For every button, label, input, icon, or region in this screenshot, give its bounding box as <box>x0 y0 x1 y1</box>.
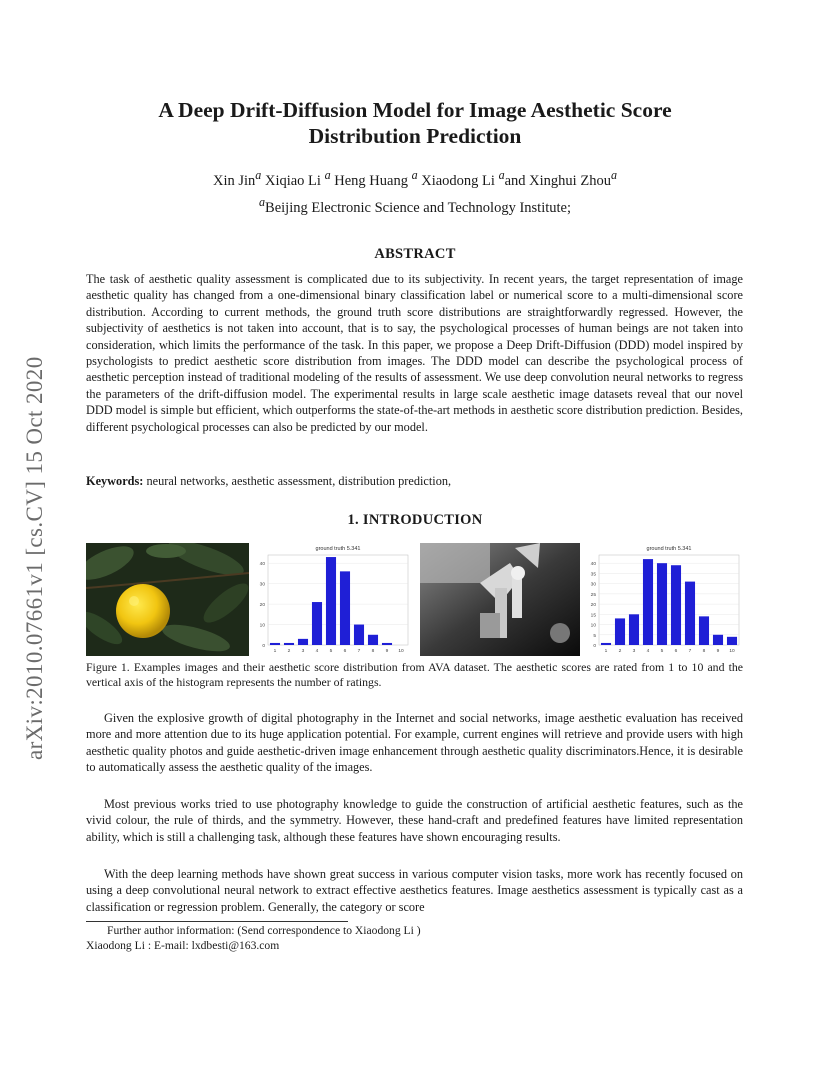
x-tick-label: 10 <box>398 649 404 654</box>
chart-title: ground truth 5.341 <box>315 546 361 552</box>
y-tick-label: 10 <box>259 623 265 629</box>
footnote-line-2: Xiaodong Li : E-mail: lxdbesti@163.com <box>86 939 280 952</box>
bar-6 <box>671 565 681 645</box>
y-tick-label: 30 <box>259 582 265 588</box>
y-tick-label: 40 <box>590 562 596 568</box>
x-tick-label: 7 <box>688 649 692 654</box>
y-tick-label: 30 <box>590 582 596 588</box>
author-4: Xiaodong Li $^a$ <box>421 168 505 189</box>
y-tick-label: 0 <box>593 644 596 649</box>
y-tick-label: 35 <box>590 572 596 578</box>
y-tick-label: 0 <box>262 644 265 649</box>
x-tick-label: 8 <box>702 649 706 654</box>
author-2: Xiqiao Li $^a$ <box>264 168 331 189</box>
bar-3 <box>298 639 308 645</box>
intro-heading: 1. INTRODUCTION <box>347 512 483 528</box>
author-1: Xin Jin$^a$ <box>213 168 262 189</box>
intro-paragraph-2: Most previous works tried to use photography knowledge to guide the construction of artificial aesthetic features, such as the vivid colour, the rule of thirds, and the symmetry. However, these hand-craft and predefined features have limited representation ability, which is still a challenging task, although these features have shown encouraging results. <box>86 797 743 844</box>
y-tick-label: 10 <box>590 623 596 629</box>
histogram-2-svg <box>583 543 743 656</box>
title-line-2: Distribution Prediction <box>308 124 522 148</box>
x-tick-label: 2 <box>618 649 622 654</box>
x-tick-label: 10 <box>729 649 735 654</box>
bar-5 <box>326 557 336 645</box>
x-tick-label: 8 <box>371 649 375 654</box>
bar-7 <box>354 625 364 645</box>
x-tick-label: 2 <box>287 649 291 654</box>
author-5: and Xinghui Zhou$^a$ <box>504 168 617 189</box>
x-tick-label: 9 <box>385 649 389 654</box>
bar-4 <box>312 602 322 645</box>
keywords: Keywords: neural networks, aesthetic assessment, distribution prediction, <box>86 474 452 488</box>
paper-title <box>60 97 770 149</box>
bar-4 <box>643 559 653 645</box>
bar-2 <box>284 643 294 645</box>
figure-photo-robot <box>420 543 580 656</box>
bar-5 <box>657 563 667 645</box>
bar-9 <box>713 635 723 645</box>
y-tick-label: 20 <box>590 603 596 609</box>
histogram-2 <box>583 543 743 656</box>
x-tick-label: 6 <box>343 649 347 654</box>
figure-photo-lemon <box>86 543 249 656</box>
footnote-line-1: Further author information: (Send correspondence to Xiaodong Li ) <box>107 924 421 937</box>
y-tick-label: 15 <box>590 613 596 619</box>
x-tick-label: 1 <box>604 649 608 654</box>
affiliation: $^a$Beijing Electronic Science and Technology Institute; <box>259 195 571 216</box>
author-list <box>60 168 770 190</box>
y-tick-label: 5 <box>593 633 596 639</box>
footnote-rule <box>86 921 348 922</box>
x-tick-label: 9 <box>716 649 720 654</box>
author-3: Heng Huang $^a$ <box>334 168 418 189</box>
x-tick-label: 4 <box>646 649 650 654</box>
x-tick-label: 7 <box>357 649 361 654</box>
intro-paragraph-1: Given the explosive growth of digital photography in the Internet and social networks, image aesthetic evaluation has received more and more attention due to its huge application potential. For example, current engines will retrieve and provide users with high aesthetic quality photos and guide aesthetic-driven image enhancement through aesthetic quality discriminators.Hence, it is desirable to automatically assess the aesthetic quality of the images. <box>86 711 743 775</box>
abstract-heading: ABSTRACT <box>374 246 456 262</box>
x-tick-label: 1 <box>273 649 277 654</box>
bar-7 <box>685 582 695 645</box>
arxiv-identifier: arXiv:2010.07661v1 [cs.CV] 15 Oct 2020 <box>22 356 47 760</box>
x-tick-label: 5 <box>660 649 664 654</box>
bar-8 <box>699 616 709 645</box>
x-tick-label: 3 <box>632 649 636 654</box>
x-tick-label: 3 <box>301 649 305 654</box>
bar-1 <box>270 643 280 645</box>
bar-10 <box>727 637 737 645</box>
figure-caption: Figure 1. Examples images and their aesthetic score distribution from AVA dataset. The aesthetic scores are rated from 1 to 10 and the vertical axis of the histogram represents the number of ratings. <box>86 660 743 690</box>
bar-8 <box>368 635 378 645</box>
x-tick-label: 4 <box>315 649 319 654</box>
histogram-1-svg <box>252 543 412 656</box>
plot-frame <box>268 555 408 645</box>
histogram-1 <box>252 543 412 656</box>
bar-6 <box>340 571 350 645</box>
x-tick-label: 6 <box>674 649 678 654</box>
chart-title: ground truth 5.341 <box>646 546 692 552</box>
bar-9 <box>382 643 392 645</box>
x-tick-label: 5 <box>329 649 333 654</box>
y-tick-label: 20 <box>259 603 265 609</box>
intro-paragraph-3: With the deep learning methods have shown great success in various computer vision tasks, more work has recently focused on using a deep convolutional neural network to extract effective aesthetics features. Image aesthetics assessment is typically cast as a classification or regression problem. Generally, the category or score <box>86 867 743 914</box>
bar-1 <box>601 643 611 645</box>
abstract-text: The task of aesthetic quality assessment is complicated due to its subjectivity. In recent years, the target representation of image aesthetic quality has changed from a one-dimensional binary classification label or numerical score to a multi-dimensional score distribution. According to current methods, the ground truth score distributions are straightforwardly regressed. However, the subjectivity of aesthetics is not taken into account, that is to say, the psychological processes of human beings are not taken into consideration, which limits the performance of the task. In this paper, we propose a Deep Drift-Diffusion (DDD) model inspired by psychologists to predict aesthetic score distribution from images. The DDD model can describe the psychological process of aesthetic perception instead of traditional modeling of the results of assessment. We use deep convolution neural networks to regress the parameters of the drift-diffusion model. The experimental results in large scale aesthetic image datasets reveal that our novel DDD model is simple but efficient, which outperforms the state-of-the-art methods in aesthetic score distribution prediction. Besides, different psychological processes can also be predicted by our model. <box>86 272 743 434</box>
title-line-1: A Deep Drift-Diffusion Model for Image Aesthetic Score <box>158 98 672 122</box>
bar-3 <box>629 614 639 645</box>
y-tick-label: 40 <box>259 562 265 568</box>
y-tick-label: 25 <box>590 592 596 598</box>
bar-2 <box>615 618 625 645</box>
